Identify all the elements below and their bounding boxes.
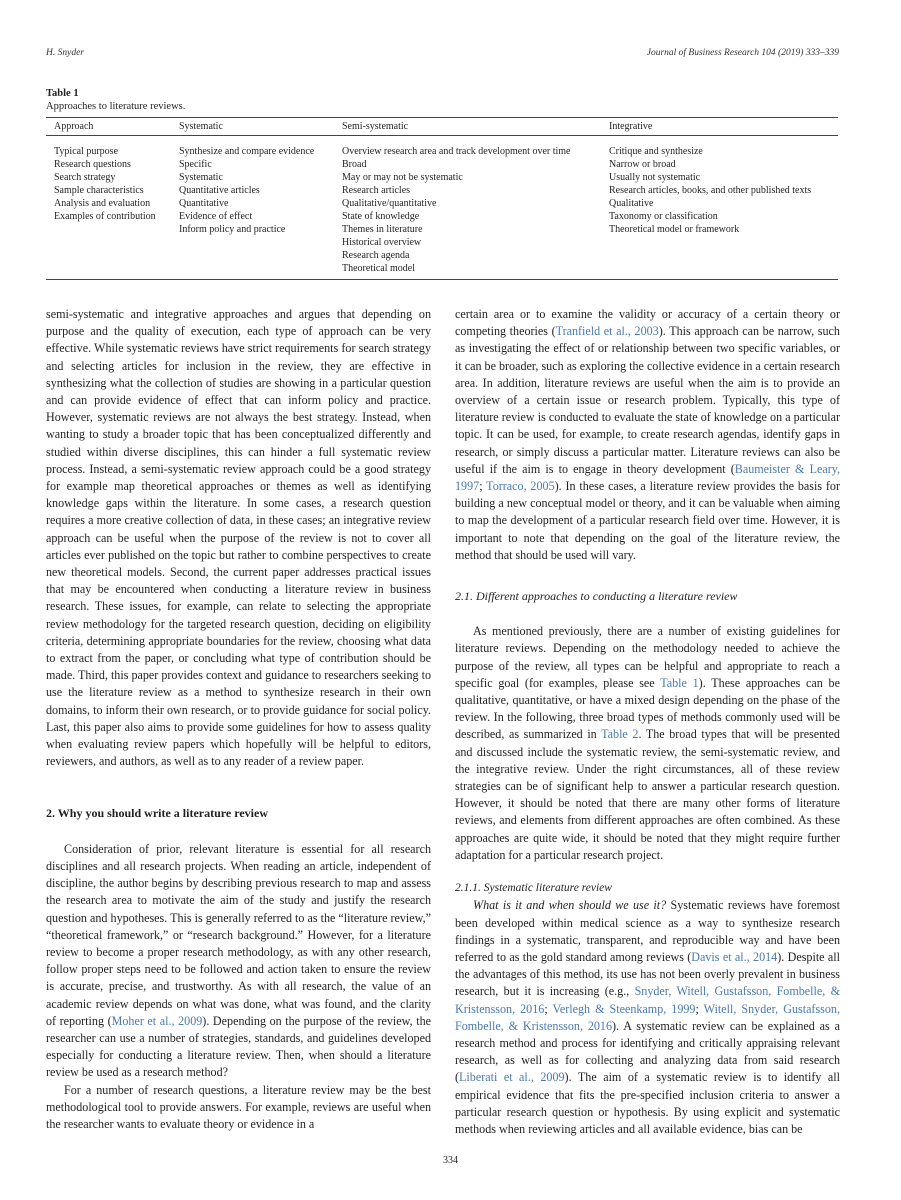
- systematic-line: Quantitative: [179, 198, 229, 209]
- semi-systematic-line: Overview research area and track development over time: [342, 146, 571, 157]
- systematic-cell: [171, 136, 334, 280]
- table-link[interactable]: Table 1: [660, 675, 699, 690]
- running-head-journal: Journal of Business Research 104 (2019) 333–339: [646, 48, 839, 58]
- text-run: ;: [544, 1001, 553, 1016]
- right-column: [455, 306, 840, 1138]
- approach-line: Examples of contribution: [54, 211, 156, 222]
- citation-link[interactable]: Snyder, Witell, Gustafsson, Fombelle, & Kristensson, 2016: [455, 984, 840, 1016]
- semi-systematic-line: Theoretical model: [342, 263, 416, 274]
- text-run: Systematic reviews have foremost been developed within medical science as a way to synthesize research findings in a systematic, transparent, and reproducible way and have been referred to as the gold standard among reviews (: [455, 898, 840, 964]
- text-run: ;: [479, 479, 487, 494]
- text-run: ). In these cases, a literature review provides the basis for building a new conceptual model or theory, and it can be valuable when aiming to map the development of a particular research field over time. However, it is important to note that depending on the goal of the literature review, the method that should be used will vary.: [455, 479, 840, 562]
- integrative-line: Taxonomy or classification: [609, 211, 718, 222]
- text-run: Consideration of prior, relevant literature is essential for all research disciplines and all research projects. When reading an article, independent of discipline, the author begins by describing previous research to map and assess the research area to motivate the aim of the study and justify the research question and hypotheses. This is generally referred to as the “literature review,” “theoretical framework,” or “research background.” However, for a literature review to become a proper research methodology, as with any other research, follow proper steps need to be followed and action taken to ensure the review is accurate, precise, and trustworthy. As with all research, the value of an academic review depends on what was done, what was found, and the clarity of reporting (: [46, 841, 431, 1028]
- text-run: ;: [695, 1001, 704, 1016]
- citation-link[interactable]: Baumeister & Leary, 1997: [455, 461, 840, 494]
- systematic-line: Quantitative articles: [179, 185, 260, 196]
- body-paragraph: semi-systematic and integrative approaches and argues that depending on purpose and the quality of execution, each type of approach can be very effective. While systematic reviews have strict requirements for search strategy and selecting articles for inclusion in the review, they are effective in synthesizing what the collection of studies are showing in a particular question and can provide evidence of effect that can inform policy and practice. However, systematic reviews are not always the best strategy. Instead, when wanting to study a broader topic that has been conceptualized differently and studied within diverse disciplines, this can hinder a full systematic review process. Instead, a semi-systematic review approach could be a good strategy for example map theoretical approaches or themes as well as identifying knowledge gaps within the literature. In some cases, a research question requires a more creative collection of data, in these cases; an integrative review approach can be useful when the purpose of the review is not to cover all articles ever published on the topic but rather to combine perspectives to create new theoretical models. Second, the current paper addresses practical issues that may be encountered when conducting a literature review in business research. These issues, for example, can relate to selecting the appropriate review methodology for the targeted research question, deciding on eligibility criteria, determining appropriate boundaries for the review, choosing what data to extract from the paper, or concluding what type of contribution should be made. Third, this paper provides context and guidance to researchers seeking to use the literature review as a method to synthesize research in their own domains, to inform their own research, or to provide guidance for social policy. Last, this paper also aims to provide some guidelines for how to assess quality when evaluating review papers which hopefully will be helpful to editors, reviewers, and authors, as well as to any reader of a review paper.: [46, 307, 431, 769]
- integrative-line: Qualitative: [609, 198, 654, 209]
- header-integrative: Integrative: [601, 118, 838, 136]
- text-run: ). Despite all the advantages of this method, its use has not been overly prevalent in business research, but it is increasing (e.g.,: [455, 949, 840, 999]
- citation-link[interactable]: Davis et al., 2014: [691, 949, 778, 964]
- citation-link[interactable]: Liberati et al., 2009: [459, 1070, 565, 1085]
- body-paragraph: [455, 623, 840, 864]
- systematic-line: Specific: [179, 159, 212, 170]
- integrative-line: Theoretical model or framework: [609, 224, 740, 235]
- approach-line: Sample characteristics: [54, 185, 144, 196]
- table-body-row: [46, 136, 838, 280]
- body-paragraph: [455, 306, 840, 564]
- semi-systematic-line: Qualitative/quantitative: [342, 198, 437, 209]
- approach-cell: [46, 136, 171, 280]
- citation-link[interactable]: Tranfield et al., 2003: [555, 324, 659, 339]
- table-header-row: [46, 118, 838, 136]
- approach-line: Research questions: [54, 159, 131, 170]
- citation-link[interactable]: Moher et al., 2009: [111, 1013, 203, 1028]
- left-column: [46, 306, 431, 1133]
- systematic-line: Evidence of effect: [179, 211, 253, 222]
- header-systematic: Systematic: [171, 118, 334, 136]
- text-run: ). Depending on the purpose of the review, the researcher can use a number of strategies, standards, and guidelines developed especially for conducting a literature review. Then, when should a literature review be used as a research method?: [46, 1013, 431, 1080]
- systematic-line: Synthesize and compare evidence: [179, 146, 315, 157]
- text-run: ). A systematic review can be explained as a research method and process for identifying and critically appraising relevant research, as well as for collecting and analyzing data from said research (: [455, 1018, 840, 1085]
- subsection-heading: 2.1. Different approaches to conducting a literature review: [455, 589, 738, 604]
- semi-systematic-line: Broad: [342, 159, 367, 170]
- citation-link[interactable]: Witell, Snyder, Gustafsson, Fombelle, & Kristensson, 2016: [455, 1001, 840, 1033]
- approach-line: Search strategy: [54, 172, 116, 183]
- header-semi-systematic: Semi-systematic: [334, 118, 601, 136]
- integrative-line: Research articles, books, and other published texts: [609, 185, 812, 196]
- text-run: ). These approaches can be qualitative, quantitative, or have a mixed design depending on the phase of the review. In the following, three broad types of methods commonly used will be described, as summarized in: [455, 675, 840, 742]
- table-1: [46, 87, 838, 280]
- run-in-question: What is it and when should we use it?: [473, 898, 667, 913]
- integrative-cell: [601, 136, 838, 280]
- semi-systematic-cell: [334, 136, 601, 280]
- integrative-line: Narrow or broad: [609, 159, 676, 170]
- semi-systematic-line: State of knowledge: [342, 211, 420, 222]
- text-run: ). This approach can be narrow, such as investigating the effect of or relationship between two specific variables, or it can be broader, such as exploring the collective evidence in a certain research area. In addition, literature reviews are useful when the aim is to provide an overview of a certain issue or research problem. Typically, this type of literature review is conducted to evaluate the state of knowledge on a particular topic. It can be used, for example, to create research agendas, identify gaps in research, or simply discuss a particular matter. Literature reviews can also be useful if the aim is to engage in theory development (: [455, 324, 840, 476]
- subsubsection-heading: 2.1.1. Systematic literature review: [455, 882, 612, 895]
- semi-systematic-line: May or may not be systematic: [342, 172, 463, 183]
- semi-systematic-line: Research agenda: [342, 250, 410, 261]
- semi-systematic-line: Historical overview: [342, 237, 422, 248]
- body-paragraph: [455, 897, 840, 1138]
- systematic-line: Inform policy and practice: [179, 224, 286, 235]
- integrative-line: Critique and synthesize: [609, 146, 703, 157]
- table-subtitle: Approaches to literature reviews.: [46, 101, 186, 112]
- body-paragraph: For a number of research questions, a literature review may be the best methodological tool to provide answers. For example, reviews are useful when the researcher wants to evaluate theory or evidence in a: [46, 1082, 431, 1131]
- semi-systematic-line: Themes in literature: [342, 224, 423, 235]
- systematic-line: Systematic: [179, 172, 223, 183]
- approach-line: Typical purpose: [54, 146, 119, 157]
- header-approach: Approach: [46, 118, 171, 136]
- citation-link[interactable]: Verlegh & Steenkamp, 1999: [552, 1001, 696, 1016]
- text-run: . The broad types that will be presented and discussed include the systematic review, the semi-systematic review, and the integrative review. Under the right circumstances, all of these review strategies can be of significant help to answer a particular research question. However, it should be noted that there are many other forms of literature reviews, and elements from different approaches are often combined. As these approaches are quite wide, it should be noted that they might require further adaptation for a particular research project.: [455, 727, 840, 862]
- text-run: ). The aim of a systematic review is to identify all empirical evidence that fits the pre-specified inclusion criteria to answer a particular research question or hypothesis. By using explicit and systematic methods when reviewing articles and all available evidence, bias can be: [455, 1070, 841, 1136]
- body-paragraph: [46, 841, 431, 1082]
- table-link[interactable]: Table 2: [601, 727, 639, 742]
- text-run: As mentioned previously, there are a number of existing guidelines for literature reviews. Depending on the methodology needed to achieve the purpose of the review, all types can be helpful and appropriate to reach a specific goal (for examples, please see: [455, 624, 840, 690]
- semi-systematic-line: Research articles: [342, 185, 411, 196]
- text-run: certain area or to examine the validity or accuracy of a certain theory or competing theories (: [455, 307, 840, 339]
- table-title: Table 1: [46, 88, 79, 99]
- approach-line: Analysis and evaluation: [54, 198, 151, 209]
- citation-link[interactable]: Torraco, 2005: [486, 479, 555, 494]
- approaches-table: [46, 117, 838, 280]
- running-head-author: H. Snyder: [46, 48, 84, 58]
- page-number: 334: [443, 1155, 458, 1166]
- integrative-line: Usually not systematic: [609, 172, 701, 183]
- section-heading: 2. Why you should write a literature review: [46, 806, 268, 821]
